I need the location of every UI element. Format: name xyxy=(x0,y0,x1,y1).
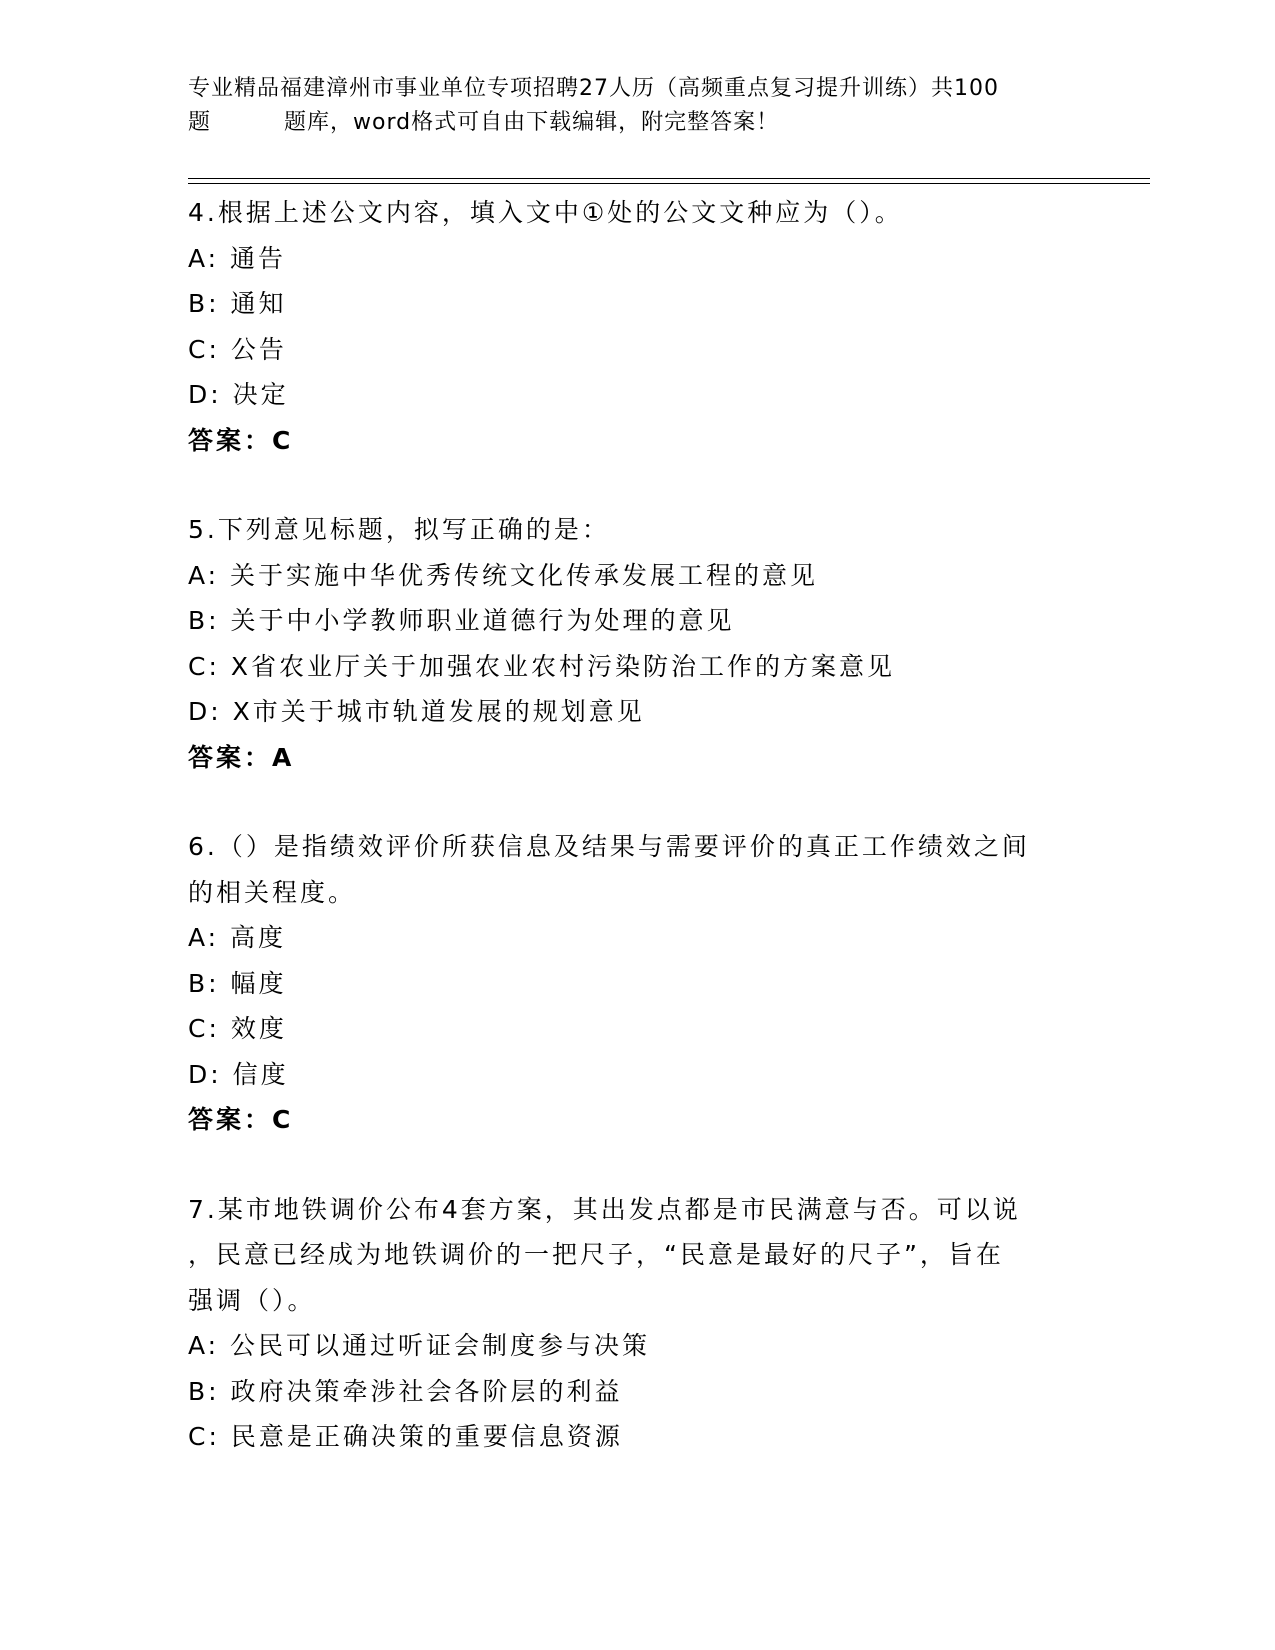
header-line-2 xyxy=(188,106,1068,140)
option-a: A: 高度 xyxy=(188,923,287,952)
header-divider-top xyxy=(188,178,1150,179)
option-a: A: 通告 xyxy=(188,243,287,273)
question-spacer xyxy=(188,780,1068,824)
document-header xyxy=(188,72,1068,140)
option-b: B: 政府决策牵涉社会各阶层的利益 xyxy=(188,1376,623,1406)
option-a: A: 关于实施中华优秀传统文化传承发展工程的意见 xyxy=(188,560,819,590)
question-stem-line-2: 的相关程度。 xyxy=(188,877,357,907)
header-divider-bottom xyxy=(188,183,1150,184)
option-a: A: 公民可以通过听证会制度参与决策 xyxy=(188,1331,651,1360)
option-b: B: 关于中小学教师职业道德行为处理的意见 xyxy=(188,606,735,635)
question-list xyxy=(188,190,1068,1460)
option-c: C: 效度 xyxy=(188,1014,287,1043)
question-6 xyxy=(188,824,1068,1143)
question-stem: 5.下列意见标题，拟写正确的是： xyxy=(188,515,610,544)
question-4 xyxy=(188,190,1068,463)
question-stem-line-3: 强调（）。 xyxy=(188,1285,316,1315)
answer-line: 答案：A xyxy=(188,742,295,772)
option-d: D: X市关于城市轨道发展的规划意见 xyxy=(188,697,645,726)
answer-line: 答案：C xyxy=(188,425,294,455)
header-line-1: 专业精品福建漳州市事业单位专项招聘27人历（高频重点复习提升训练）共100 xyxy=(188,76,999,101)
header-line-2-text: 题库，word格式可自由下载编辑，附完整答案！ xyxy=(284,110,780,135)
option-b: B: 幅度 xyxy=(188,968,287,998)
option-c: C: X省农业厅关于加强农业农村污染防治工作的方案意见 xyxy=(188,651,895,681)
question-7 xyxy=(188,1187,1068,1460)
question-stem-line-1: 6.（）是指绩效评价所获信息及结果与需要评价的真正工作绩效之间 xyxy=(188,832,1030,861)
question-5 xyxy=(188,507,1068,780)
header-line-2-prefix: 题 xyxy=(188,110,212,135)
question-spacer xyxy=(188,1143,1068,1187)
option-c: C: 公告 xyxy=(188,334,287,364)
option-d: D: 信度 xyxy=(188,1059,289,1089)
question-stem: 4.根据上述公文内容，填入文中①处的公文文种应为（）。 xyxy=(188,198,903,227)
question-stem-line-2: ，民意已经成为地铁调价的一把尺子，“民意是最好的尺子”，旨在 xyxy=(188,1240,1004,1269)
question-spacer xyxy=(188,463,1068,507)
option-c: C: 民意是正确决策的重要信息资源 xyxy=(188,1422,623,1451)
question-stem-line-1: 7.某市地铁调价公布4套方案，其出发点都是市民满意与否。可以说 xyxy=(188,1194,1021,1224)
answer-line: 答案：C xyxy=(188,1105,294,1134)
option-d: D: 决定 xyxy=(188,380,289,409)
option-b: B: 通知 xyxy=(188,289,287,318)
